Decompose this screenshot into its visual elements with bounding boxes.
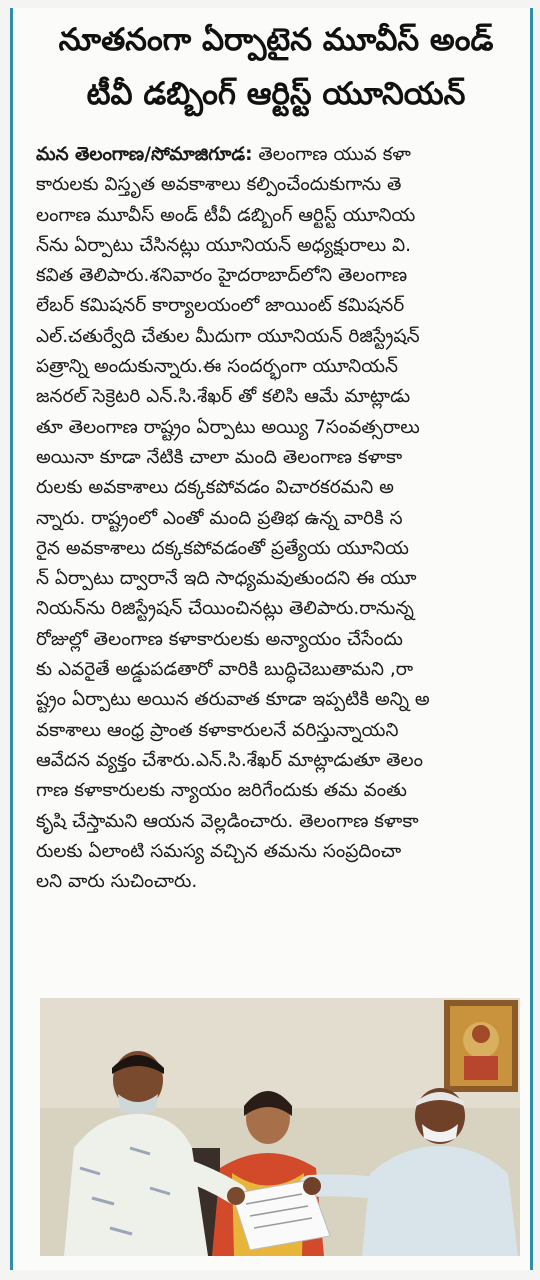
article-line: కృషి చేస్తామని ఆయన వెల్లడించారు. తెలంగాణ కళాకా bbox=[36, 810, 419, 832]
article-line: కు ఎవరైతే అడ్డుపడతారో వారికి బుద్ధిచెబుతామని ,రా bbox=[36, 659, 414, 681]
article-line bbox=[36, 140, 518, 170]
article-line: రైన అవకాశాలు దక్కకపోవడంతో ప్రత్యేయ యూనియ bbox=[36, 537, 409, 559]
headline-line-1: నూతనంగా ఏర్పాటైన మూవీస్ అండ్ bbox=[58, 22, 494, 58]
article-line: కవిత తెలిపారు.శనివారం హైదరాబాద్‌లోని తెలంగాణ bbox=[36, 265, 408, 287]
article-line: అయినా కూడా నేటికి చాలా మంది తెలంగాణ కళాకా bbox=[36, 446, 403, 468]
article-line: నియన్‌ను రిజిస్ట్రేషన్ చేయించినట్లు తెలిపారు.రానున్న bbox=[36, 598, 414, 620]
article-line: లని వారు సుచించారు. bbox=[36, 871, 198, 893]
article-line: న్నారు. రాష్ట్రంలో ఎంతో మంది ప్రతిభ ఉన్న వారికి స bbox=[36, 507, 403, 529]
article-line: న్‌ను ఏర్పాటు చేసినట్లు యూనియన్ అధ్యక్షురాలు వి. bbox=[36, 234, 412, 256]
article-line: రులకు అవకాశాలు దక్కకపోవడం విచారకరమని అ bbox=[36, 477, 394, 499]
article-line: రులకు ఏలాంటి సమస్య వచ్చిన తమను సంప్రదించా bbox=[36, 840, 402, 862]
article-line: లంగాణ మూవీస్ అండ్ టీవీ డబ్బింగ్ ఆర్టిస్ట్ యూనియ bbox=[36, 204, 416, 226]
news-photo bbox=[40, 998, 520, 1256]
article-line: జనరల్ సెక్రెటరి ఎన్.సి.శేఖర్ తో కలిసి ఆమే మాట్లాడు bbox=[36, 386, 411, 408]
article-line: కారులకు విస్తృత అవకాశాలు కల్పించేందుకుగాను తె bbox=[36, 174, 402, 196]
article-line: ష్ట్రం ఏర్పాటు అయిన తరువాత కూడా ఇప్పటికి అన్ని అ bbox=[36, 689, 430, 711]
article-line: లేబర్ కమిషనర్ కార్యాలయంలో జాయింట్ కమిషనర్ bbox=[36, 295, 405, 317]
headline bbox=[30, 14, 522, 122]
article-line: ఎల్.చతుర్వేది చేతుల మీదుగా యూనియన్ రిజిస్ట్రేషన్ bbox=[36, 325, 420, 347]
article-line: న్ ఏర్పాటు ద్వారానే ఇది సాధ్యమవుతుందని ఈ యూ bbox=[36, 568, 417, 590]
article-body bbox=[36, 140, 518, 972]
article-line: వకాశాలు ఆంధ్ర ప్రాంత కళాకారులనే వరిస్తున్నాయని bbox=[36, 719, 399, 741]
news-photo-illustration bbox=[40, 998, 520, 1256]
article-line: తూ తెలంగాణ రాష్ట్రం ఏర్పాటు అయ్యి 7సంవత్సరాలు bbox=[36, 416, 420, 438]
article-text: తెలంగాణ యువ కళా bbox=[252, 144, 411, 165]
article-line: గాణ కళాకారులకు న్యాయం జరిగేందుకు తమ వంతు bbox=[36, 780, 407, 802]
dateline: మన తెలంగాణ/సోమాజిగూడ: bbox=[36, 144, 253, 165]
article-line: రోజుల్లో తెలంగాణ కళాకారులకు అన్యాయం చేసేందు bbox=[36, 628, 403, 650]
article-line: పత్రాన్ని అందుకున్నారు.ఈ సందర్భంగా యూనియన్ bbox=[36, 356, 399, 378]
article-line: ఆవేదన వ్యక్తం చేశారు.ఎన్.సి.శేఖర్ మాట్లాడుతూ తెలం bbox=[36, 749, 424, 771]
headline-line-2: టీవీ డబ్బింగ్ ఆర్టిస్ట్ యూనియన్ bbox=[86, 76, 466, 112]
